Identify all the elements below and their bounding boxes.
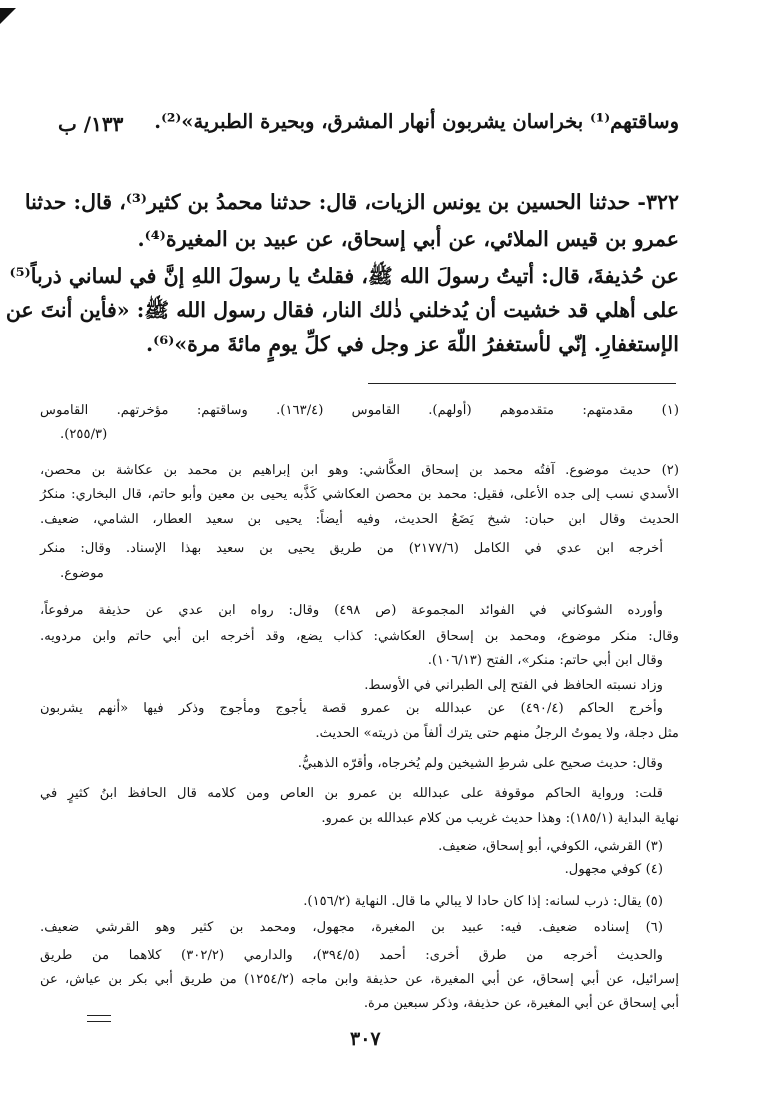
hadith-line-2: عمرو بن قيس الملائي، عن أبي إسحاق، عن عبيد بن المغيرة⁽⁴⁾.	[137, 227, 679, 251]
footnote-line: (٦) إسناده ضعيف. فيه: عبيد بن المغيرة، مجهول، ومحمد بن كثير وهو القرشي ضعيف.	[40, 920, 663, 935]
page-corner-mark	[0, 8, 16, 24]
footnote-line: وقال: حديث صحيح على شرطِ الشيخين ولم يُخرجاه، وأقرّه الذهبيُّ.	[297, 756, 663, 771]
footnote-line: وزاد نسبته الحافظ في الفتح إلى الطبراني في الأوسط.	[364, 678, 663, 693]
footnote-line: (٢٥٥/٣).	[60, 427, 108, 442]
footnote-line: والحديث أخرجه من طرق أخرى: أحمد (٣٩٤/٥)، والدارمي (٣٠٢/٢) كلاهما من طريق	[40, 948, 663, 963]
top-line: وساقتهم⁽¹⁾ بخراسان يشربون أنهار المشرق، وبحيرة الطبرية»⁽²⁾.	[154, 110, 679, 133]
footnote-line: أخرجه ابن عدي في الكامل (٢١٧٧/٦) من طريق يحيى بن سعيد بهذا الإسناد. وقال: منكر	[40, 541, 663, 556]
footnote-line: (٣) القرشي، الكوفي، أبو إسحاق، ضعيف.	[438, 839, 663, 854]
footnote-line: وقال: منكر موضوع، ومحمد بن إسحاق العكاشي: كذاب يضع، وقد أخرجه ابن أبي حاتم وابن مردويه.	[40, 629, 679, 644]
footnote-line: موضوع.	[60, 566, 104, 581]
footnote-line: مثل دجلة، ولا يموتُ الرجلُ منهم حتى يترك ألفاً من ذريته» الحديث.	[315, 726, 679, 741]
hadith-line-5: الإستغفارِ. إنّي لأستغفرُ اللّهَ عز وجل في كلِّ يومٍ مائةَ مرة»⁽⁶⁾.	[145, 332, 679, 356]
footnote-separator	[368, 383, 676, 384]
footnote-line: (٢) حديث موضوع. آفتُه محمد بن إسحاق العكَّاشي: وهو ابن إبراهيم بن محمد بن عكاشة بن محصن،	[40, 463, 679, 478]
page-number: ٣٠٧	[350, 1028, 381, 1050]
footnote-line: الحديث وقال ابن حبان: شيخ يَضَعُ الحديث، وفيه أيضاً: يحيى بن سعيد العطار، الشامي، ضعيف.	[40, 512, 679, 527]
footnote-line: (٤) كوفي مجهول.	[564, 862, 663, 877]
footnote-line: أبي إسحاق عن أبي المغيرة، عن حذيفة، وذكر سبعين مرة.	[363, 996, 679, 1011]
manuscript-folio-ref: ١٣٣/ ب	[58, 112, 124, 136]
hadith-line-4: على أهلي قد خشيت أن يُدخلني ذٰلك النار، فقال رسول الله ﷺ: «فأين أنتَ عن	[5, 298, 679, 322]
footnote-line: قلت: ورواية الحاكم موقوفة على عبدالله بن عمرو بن العاص ومن كلامه قال الحافظ ابنُ كثيرٍ في	[40, 786, 663, 801]
footnote-line: وأخرج الحاكم (٤٩٠/٤) عن عبدالله بن عمرو قصة يأجوج ومأجوج وذكر فيها «أنهم يشربون	[40, 701, 663, 716]
hadith-line-1: ٣٢٢- حدثنا الحسين بن يونس الزيات، قال: حدثنا محمدُ بن كثير⁽³⁾، قال: حدثنا	[24, 190, 679, 214]
footnote-line: وقال ابن أبي حاتم: منكر»، الفتح (١٠٦/١٣).	[427, 653, 663, 668]
footnote-line: إسرائيل، عن أبي إسحاق، عن أبي المغيرة، عن حذيفة وابن ماجه (١٢٥٤/٢) من طريق أبي بكر بن عياش، عن	[40, 972, 679, 987]
footnote-line: (١) مقدمتهم: متقدموهم (أولهم). القاموس (١٦٣/٤). وساقتهم: مؤخرتهم. القاموس	[40, 403, 679, 418]
footnote-line: الأسدي نسب إلى جده الأعلى، فقيل: محمد بن محصن العكاشي كَذَّبه يحيى بن معين وأبو حاتم، قال البخاري: منكرُ	[40, 487, 679, 502]
footnote-line: وأورده الشوكاني في الفوائد المجموعة (ص ٤٩٨) وقال: رواه ابن عدي عن حذيفة مرفوعاً،	[40, 603, 664, 618]
continuation-mark	[87, 1015, 111, 1022]
hadith-line-3: عن حُذيفةَ، قال: أتيتُ رسولَ الله ﷺ، فقلتُ يا رسولَ اللهِ إنَّ في لساني ذرباً⁽⁵⁾	[9, 264, 679, 288]
footnote-line: (٥) يقال: ذرب لسانه: إذا كان حادا لا يبالي ما قال. النهاية (١٥٦/٢).	[303, 894, 663, 909]
footnote-line: نهاية البداية (١٨٥/١): وهذا حديث غريب من كلام عبدالله بن عمرو.	[321, 811, 679, 826]
